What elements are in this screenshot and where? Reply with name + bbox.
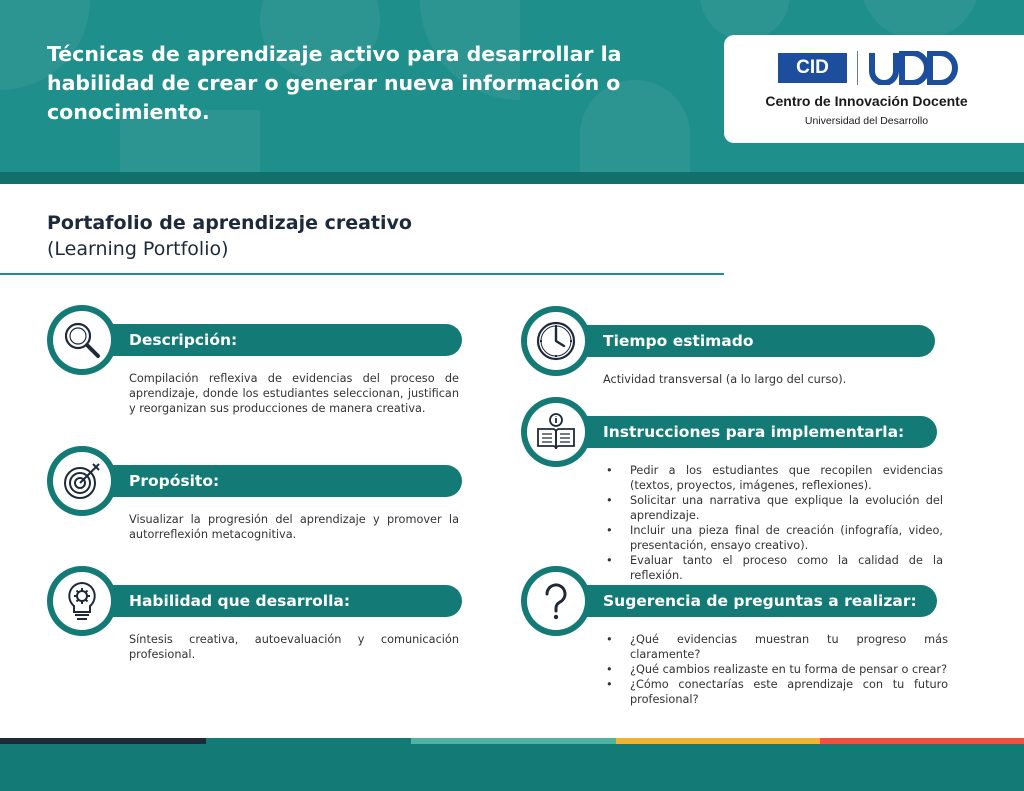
header-banner [0, 0, 1024, 172]
list-item: • ¿Cómo conectarías este aprendizaje con tu futuro profesional? [603, 677, 948, 707]
card-title: Sugerencia de preguntas a realizar: [571, 585, 937, 617]
logo-box [724, 35, 1024, 143]
section-divider [0, 273, 724, 275]
question-icon [535, 580, 577, 622]
section-title: Portafolio de aprendizaje creativo [47, 212, 412, 234]
logo-divider [857, 51, 858, 85]
list-item: • ¿Qué cambios realizaste en tu forma de pensar o crear? [603, 662, 948, 677]
card-body: Visualizar la progresión del aprendizaje y promover la autorreflexión metacognitiva. [129, 513, 459, 541]
icon-circle [521, 397, 591, 467]
questions-list [603, 632, 948, 707]
card-title: Propósito: [97, 465, 462, 497]
udd-logo-icon [868, 51, 960, 85]
icon-circle [521, 306, 591, 376]
icon-circle [47, 566, 117, 636]
icon-circle [521, 566, 591, 636]
cid-logo: CID [778, 53, 847, 83]
card-title: Instrucciones para implementarla: [571, 416, 937, 448]
icon-circle [47, 446, 117, 516]
list-item: • Solicitar una narrativa que explique la evolución del aprendizaje. [603, 493, 943, 523]
list-item: • Pedir a los estudiantes que recopilen evidencias (textos, proyectos, imágenes, reflexiones). [603, 463, 943, 493]
card-body: Actividad transversal (a lo largo del curso). [603, 373, 847, 386]
target-icon [61, 460, 103, 502]
card-body: Compilación reflexiva de evidencias del proceso de aprendizaje, donde los estudiantes seleccionan, justifican y reorganizan sus producciones de manera creativa. [129, 372, 459, 415]
clock-icon [535, 320, 577, 362]
header-decoration [860, 0, 980, 40]
card-title: Descripción: [97, 324, 462, 356]
list-item: • ¿Qué evidencias muestran tu progreso más claramente? [603, 632, 948, 662]
page-title: Técnicas de aprendizaje activo para desarrollar la habilidad de crear o generar nueva información o conocimiento. [47, 42, 622, 124]
instructions-list [603, 463, 943, 583]
card-body: Síntesis creativa, autoevaluación y comunicación profesional. [129, 633, 459, 661]
header-decoration [700, 0, 790, 40]
logo-name: Centro de Innovación Docente [765, 93, 968, 109]
logo-subtitle: Universidad del Desarrollo [804, 115, 929, 127]
lightbulb-gear-icon [61, 580, 103, 622]
book-info-icon [535, 411, 577, 453]
card-title: Habilidad que desarrolla: [97, 585, 462, 617]
icon-circle [47, 305, 117, 375]
card-title: Tiempo estimado [571, 325, 935, 357]
magnifier-icon [61, 319, 103, 361]
list-item: • Incluir una pieza final de creación (infografía, video, presentación, ensayo creativo). [603, 523, 943, 553]
header-band [0, 172, 1024, 184]
list-item: • Evaluar tanto el proceso como la calidad de la reflexión. [603, 553, 943, 583]
footer [0, 744, 1024, 791]
section-subtitle: (Learning Portfolio) [47, 238, 229, 260]
